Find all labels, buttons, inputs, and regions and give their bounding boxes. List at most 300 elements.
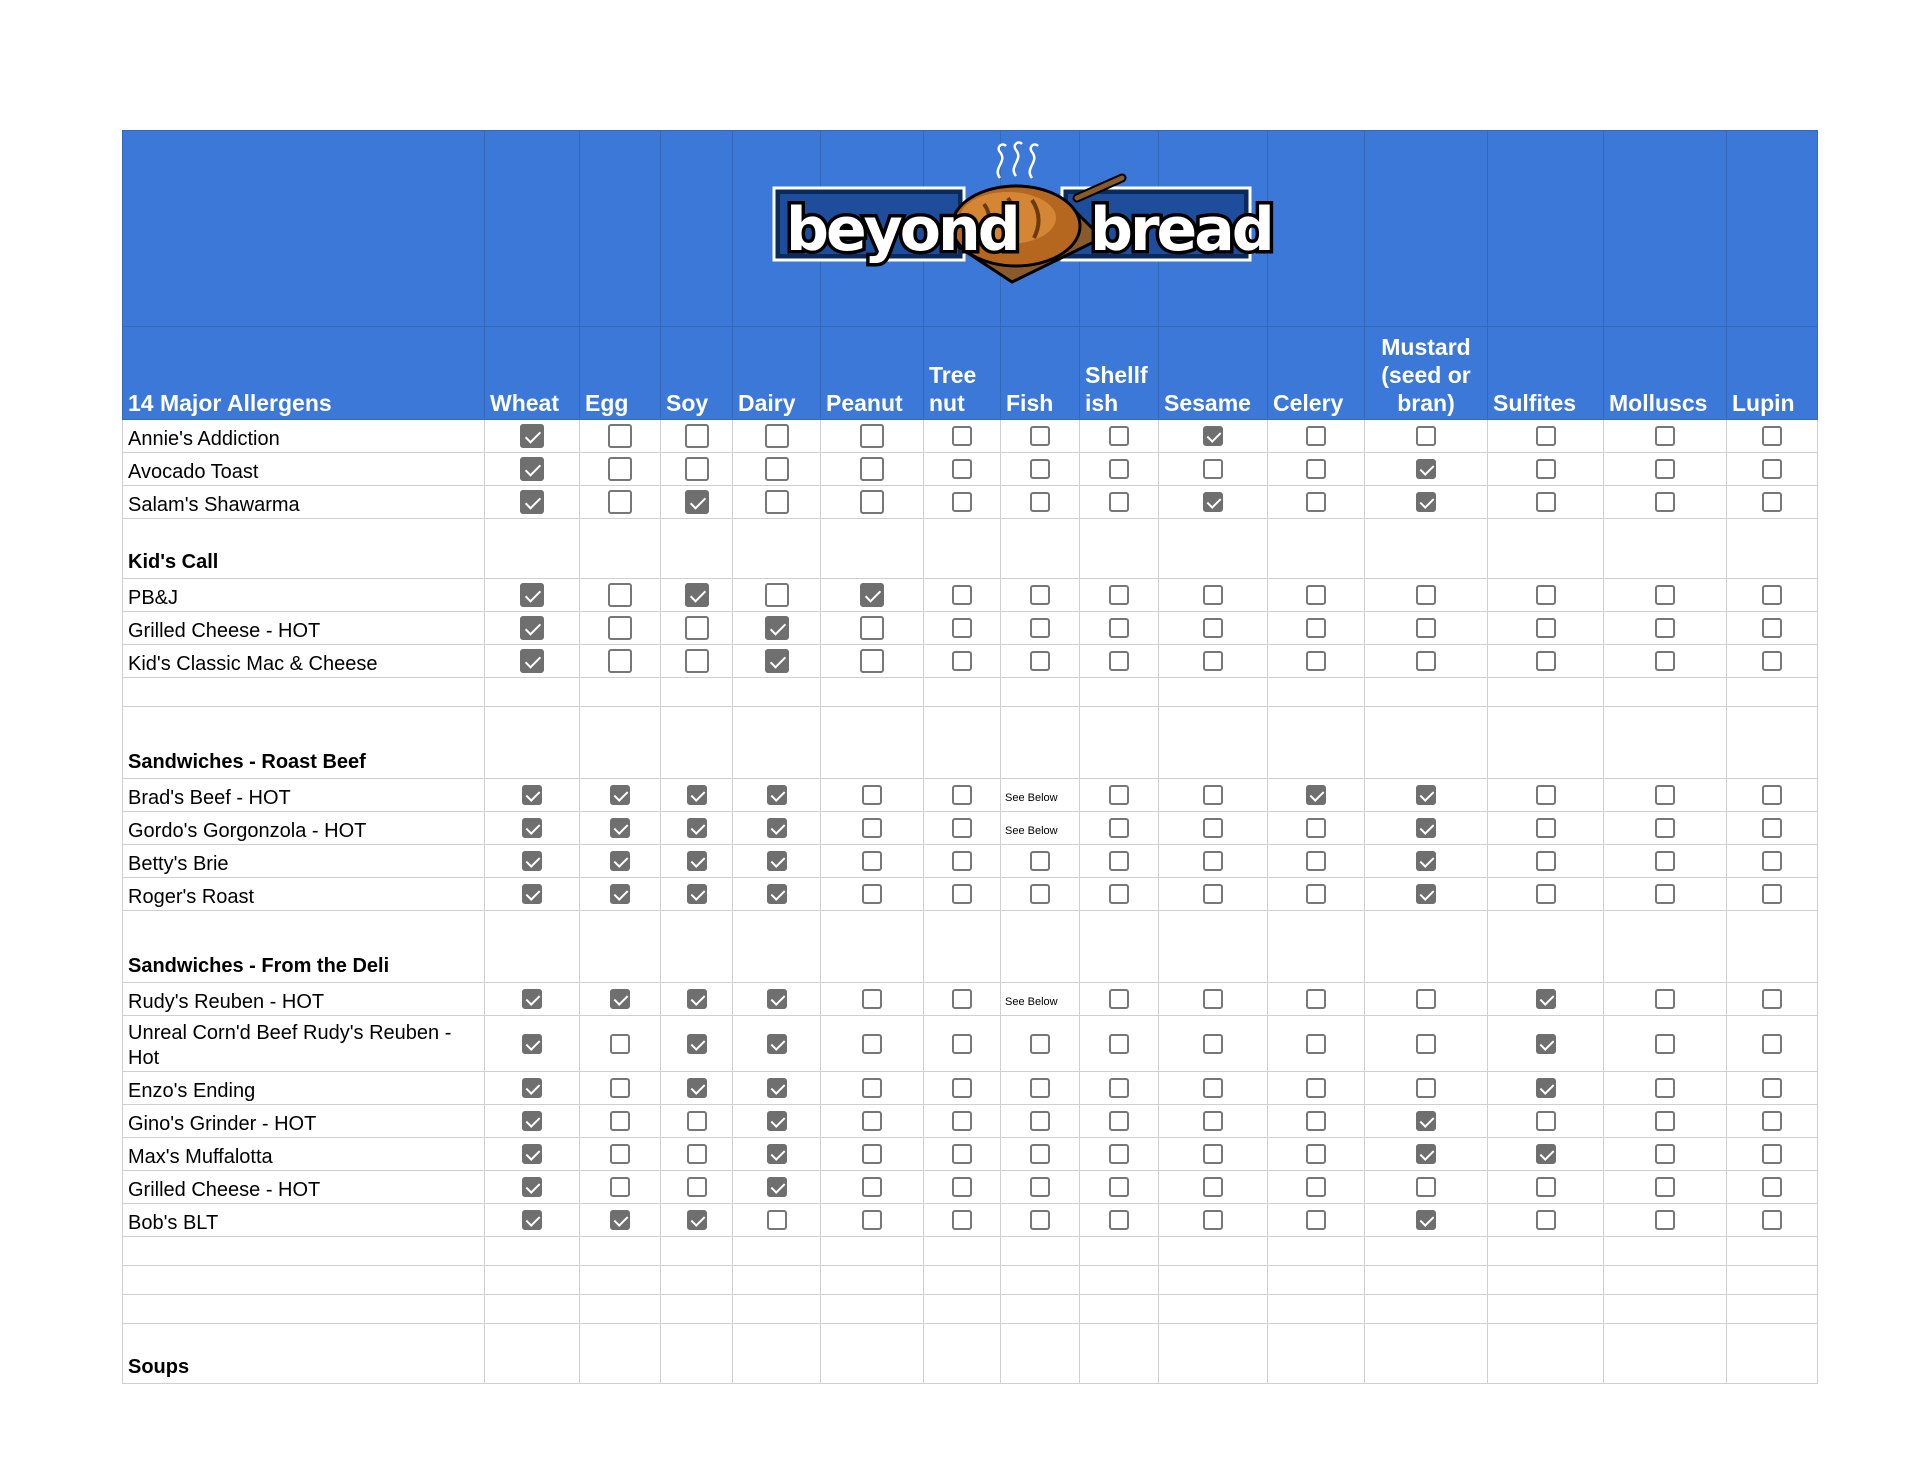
unchecked-checkbox[interactable] — [952, 1078, 972, 1098]
unchecked-checkbox[interactable] — [687, 1144, 707, 1164]
unchecked-checkbox[interactable] — [952, 1177, 972, 1197]
unchecked-checkbox[interactable] — [687, 1177, 707, 1197]
unchecked-checkbox[interactable] — [608, 616, 632, 640]
column-header-allergen: Egg — [580, 327, 661, 420]
allergen-cell — [1268, 1204, 1365, 1237]
checked-checkbox[interactable] — [520, 616, 544, 640]
checked-checkbox[interactable] — [685, 583, 709, 607]
column-header-allergen: Sesame — [1159, 327, 1268, 420]
unchecked-checkbox[interactable] — [608, 457, 632, 481]
allergen-cell — [1727, 1204, 1818, 1237]
unchecked-checkbox[interactable] — [1306, 1177, 1326, 1197]
unchecked-checkbox[interactable] — [1536, 492, 1556, 512]
unchecked-checkbox[interactable] — [860, 424, 884, 448]
menu-item-row — [123, 1138, 1818, 1171]
allergen-cell — [1727, 1016, 1818, 1072]
checked-checkbox[interactable] — [687, 785, 707, 805]
unchecked-checkbox[interactable] — [1762, 426, 1782, 446]
unchecked-checkbox[interactable] — [1655, 818, 1675, 838]
unchecked-checkbox[interactable] — [608, 490, 632, 514]
unchecked-checkbox[interactable] — [1536, 884, 1556, 904]
allergen-cell — [1080, 1016, 1159, 1072]
checked-checkbox[interactable] — [520, 583, 544, 607]
unchecked-checkbox[interactable] — [952, 1144, 972, 1164]
checked-checkbox[interactable] — [687, 884, 707, 904]
unchecked-checkbox[interactable] — [767, 1210, 787, 1230]
unchecked-checkbox[interactable] — [1109, 785, 1129, 805]
unchecked-checkbox[interactable] — [860, 616, 884, 640]
unchecked-checkbox[interactable] — [685, 649, 709, 673]
unchecked-checkbox[interactable] — [1030, 492, 1050, 512]
checked-checkbox[interactable] — [1306, 785, 1326, 805]
unchecked-checkbox[interactable] — [1306, 989, 1326, 1009]
unchecked-checkbox[interactable] — [610, 1111, 630, 1131]
unchecked-checkbox[interactable] — [1030, 1034, 1050, 1054]
unchecked-checkbox[interactable] — [1030, 618, 1050, 638]
allergen-cell — [1365, 486, 1488, 519]
unchecked-checkbox[interactable] — [1655, 989, 1675, 1009]
allergen-cell — [924, 878, 1001, 911]
checked-checkbox[interactable] — [1416, 492, 1436, 512]
allergen-cell — [1159, 1138, 1268, 1171]
unchecked-checkbox[interactable] — [862, 1210, 882, 1230]
unchecked-checkbox[interactable] — [1416, 1177, 1436, 1197]
unchecked-checkbox[interactable] — [1762, 1078, 1782, 1098]
unchecked-checkbox[interactable] — [1762, 492, 1782, 512]
unchecked-checkbox[interactable] — [1416, 989, 1436, 1009]
unchecked-checkbox[interactable] — [1655, 1111, 1675, 1131]
unchecked-checkbox[interactable] — [1203, 818, 1223, 838]
unchecked-checkbox[interactable] — [1762, 1111, 1782, 1131]
unchecked-checkbox[interactable] — [1109, 618, 1129, 638]
unchecked-checkbox[interactable] — [862, 1144, 882, 1164]
unchecked-checkbox[interactable] — [862, 1111, 882, 1131]
unchecked-checkbox[interactable] — [1109, 1034, 1129, 1054]
checked-checkbox[interactable] — [767, 1177, 787, 1197]
allergen-cell — [1080, 878, 1159, 911]
checked-checkbox[interactable] — [767, 1034, 787, 1054]
unchecked-checkbox[interactable] — [1762, 884, 1782, 904]
unchecked-checkbox[interactable] — [1655, 618, 1675, 638]
unchecked-checkbox[interactable] — [1109, 426, 1129, 446]
unchecked-checkbox[interactable] — [862, 1034, 882, 1054]
allergen-cell — [580, 1016, 661, 1072]
checked-checkbox[interactable] — [520, 457, 544, 481]
unchecked-checkbox[interactable] — [1655, 851, 1675, 871]
checked-checkbox[interactable] — [767, 1078, 787, 1098]
allergen-cell — [1268, 878, 1365, 911]
unchecked-checkbox[interactable] — [1655, 1034, 1675, 1054]
unchecked-checkbox[interactable] — [1203, 1078, 1223, 1098]
unchecked-checkbox[interactable] — [1203, 651, 1223, 671]
unchecked-checkbox[interactable] — [1030, 851, 1050, 871]
menu-item-row — [123, 453, 1818, 486]
allergen-cell — [924, 420, 1001, 453]
menu-item-name: Betty's Brie — [123, 845, 485, 878]
unchecked-checkbox[interactable] — [610, 1144, 630, 1164]
checked-checkbox[interactable] — [685, 490, 709, 514]
checked-checkbox[interactable] — [687, 851, 707, 871]
checked-checkbox[interactable] — [520, 424, 544, 448]
unchecked-checkbox[interactable] — [610, 1177, 630, 1197]
unchecked-checkbox[interactable] — [1203, 1144, 1223, 1164]
unchecked-checkbox[interactable] — [765, 457, 789, 481]
allergen-cell — [1727, 579, 1818, 612]
checked-checkbox[interactable] — [1416, 851, 1436, 871]
unchecked-checkbox[interactable] — [1416, 618, 1436, 638]
steam-icon — [998, 143, 1038, 178]
unchecked-checkbox[interactable] — [1536, 426, 1556, 446]
unchecked-checkbox[interactable] — [1762, 459, 1782, 479]
unchecked-checkbox[interactable] — [952, 459, 972, 479]
checked-checkbox[interactable] — [520, 649, 544, 673]
allergen-cell — [485, 1171, 580, 1204]
unchecked-checkbox[interactable] — [1030, 426, 1050, 446]
allergen-cell — [1080, 453, 1159, 486]
checked-checkbox[interactable] — [520, 490, 544, 514]
unchecked-checkbox[interactable] — [1109, 851, 1129, 871]
allergen-cell — [661, 1016, 733, 1072]
menu-item-name: Bob's BLT — [123, 1204, 485, 1237]
unchecked-checkbox[interactable] — [1203, 1177, 1223, 1197]
unchecked-checkbox[interactable] — [1762, 1177, 1782, 1197]
allergen-cell — [1268, 579, 1365, 612]
unchecked-checkbox[interactable] — [1030, 585, 1050, 605]
allergen-cell — [733, 812, 821, 845]
unchecked-checkbox[interactable] — [1306, 851, 1326, 871]
allergen-cell — [580, 1138, 661, 1171]
unchecked-checkbox[interactable] — [1203, 585, 1223, 605]
unchecked-checkbox[interactable] — [765, 490, 789, 514]
unchecked-checkbox[interactable] — [1762, 618, 1782, 638]
allergen-cell — [821, 486, 924, 519]
unchecked-checkbox[interactable] — [952, 818, 972, 838]
unchecked-checkbox[interactable] — [1203, 1034, 1223, 1054]
allergen-cell — [821, 645, 924, 678]
checked-checkbox[interactable] — [1416, 785, 1436, 805]
unchecked-checkbox[interactable] — [1109, 492, 1129, 512]
unchecked-checkbox[interactable] — [1416, 651, 1436, 671]
unchecked-checkbox[interactable] — [765, 583, 789, 607]
column-header-allergen: Wheat — [485, 327, 580, 420]
unchecked-checkbox[interactable] — [952, 884, 972, 904]
unchecked-checkbox[interactable] — [1306, 1111, 1326, 1131]
unchecked-checkbox[interactable] — [1306, 1078, 1326, 1098]
menu-item-name: Gordo's Gorgonzola - HOT — [123, 812, 485, 845]
unchecked-checkbox[interactable] — [1109, 884, 1129, 904]
unchecked-checkbox[interactable] — [608, 649, 632, 673]
checked-checkbox[interactable] — [687, 1034, 707, 1054]
checked-checkbox[interactable] — [767, 1111, 787, 1131]
checked-checkbox[interactable] — [687, 818, 707, 838]
unchecked-checkbox[interactable] — [1306, 1210, 1326, 1230]
unchecked-checkbox[interactable] — [1655, 1078, 1675, 1098]
unchecked-checkbox[interactable] — [765, 424, 789, 448]
unchecked-checkbox[interactable] — [862, 1078, 882, 1098]
unchecked-checkbox[interactable] — [1536, 785, 1556, 805]
checked-checkbox[interactable] — [767, 884, 787, 904]
unchecked-checkbox[interactable] — [952, 426, 972, 446]
checked-checkbox[interactable] — [1416, 1144, 1436, 1164]
menu-item-row — [123, 812, 1818, 845]
unchecked-checkbox[interactable] — [1109, 1111, 1129, 1131]
unchecked-checkbox[interactable] — [860, 457, 884, 481]
unchecked-checkbox[interactable] — [1762, 651, 1782, 671]
allergen-cell — [1001, 612, 1080, 645]
unchecked-checkbox[interactable] — [1416, 426, 1436, 446]
unchecked-checkbox[interactable] — [862, 989, 882, 1009]
unchecked-checkbox[interactable] — [1536, 1210, 1556, 1230]
allergen-cell — [821, 779, 924, 812]
unchecked-checkbox[interactable] — [608, 424, 632, 448]
menu-item-row — [123, 579, 1818, 612]
unchecked-checkbox[interactable] — [1306, 1034, 1326, 1054]
checked-checkbox[interactable] — [1536, 989, 1556, 1009]
allergen-cell — [1604, 878, 1727, 911]
checked-checkbox[interactable] — [687, 1078, 707, 1098]
unchecked-checkbox[interactable] — [862, 785, 882, 805]
allergen-cell — [1080, 1072, 1159, 1105]
checked-checkbox[interactable] — [522, 785, 542, 805]
unchecked-checkbox[interactable] — [1109, 818, 1129, 838]
unchecked-checkbox[interactable] — [1203, 989, 1223, 1009]
checked-checkbox[interactable] — [610, 989, 630, 1009]
unchecked-checkbox[interactable] — [1306, 585, 1326, 605]
unchecked-checkbox[interactable] — [1030, 1144, 1050, 1164]
unchecked-checkbox[interactable] — [1655, 426, 1675, 446]
column-header-allergen: Lupin — [1727, 327, 1818, 420]
unchecked-checkbox[interactable] — [1762, 989, 1782, 1009]
unchecked-checkbox[interactable] — [1030, 1078, 1050, 1098]
unchecked-checkbox[interactable] — [1655, 1210, 1675, 1230]
allergen-cell — [1727, 486, 1818, 519]
unchecked-checkbox[interactable] — [1762, 818, 1782, 838]
checked-checkbox[interactable] — [522, 884, 542, 904]
unchecked-checkbox[interactable] — [685, 424, 709, 448]
unchecked-checkbox[interactable] — [1536, 818, 1556, 838]
unchecked-checkbox[interactable] — [862, 884, 882, 904]
checked-checkbox[interactable] — [1416, 1111, 1436, 1131]
allergen-cell — [580, 645, 661, 678]
unchecked-checkbox[interactable] — [952, 651, 972, 671]
unchecked-checkbox[interactable] — [1203, 851, 1223, 871]
beyond-bread-logo — [772, 138, 1272, 288]
checked-checkbox[interactable] — [1416, 1210, 1436, 1230]
unchecked-checkbox[interactable] — [1030, 1210, 1050, 1230]
checked-checkbox[interactable] — [522, 1210, 542, 1230]
checked-checkbox[interactable] — [767, 785, 787, 805]
unchecked-checkbox[interactable] — [1306, 618, 1326, 638]
unchecked-checkbox[interactable] — [1536, 1177, 1556, 1197]
allergen-cell — [661, 1171, 733, 1204]
unchecked-checkbox[interactable] — [1109, 1210, 1129, 1230]
checked-checkbox[interactable] — [1536, 1034, 1556, 1054]
unchecked-checkbox[interactable] — [1203, 459, 1223, 479]
unchecked-checkbox[interactable] — [1655, 651, 1675, 671]
unchecked-checkbox[interactable] — [952, 492, 972, 512]
unchecked-checkbox[interactable] — [1655, 1144, 1675, 1164]
unchecked-checkbox[interactable] — [1203, 884, 1223, 904]
allergen-cell — [1268, 812, 1365, 845]
checked-checkbox[interactable] — [767, 1144, 787, 1164]
column-header-allergen: Peanut — [821, 327, 924, 420]
unchecked-checkbox[interactable] — [952, 585, 972, 605]
unchecked-checkbox[interactable] — [862, 851, 882, 871]
unchecked-checkbox[interactable] — [1536, 618, 1556, 638]
checked-checkbox[interactable] — [1416, 884, 1436, 904]
unchecked-checkbox[interactable] — [1109, 585, 1129, 605]
unchecked-checkbox[interactable] — [860, 490, 884, 514]
unchecked-checkbox[interactable] — [1109, 1177, 1129, 1197]
unchecked-checkbox[interactable] — [1306, 426, 1326, 446]
allergen-cell — [1080, 845, 1159, 878]
allergen-cell — [1159, 1072, 1268, 1105]
checked-checkbox[interactable] — [765, 649, 789, 673]
unchecked-checkbox[interactable] — [687, 1111, 707, 1131]
unchecked-checkbox[interactable] — [1030, 884, 1050, 904]
unchecked-checkbox[interactable] — [1762, 1210, 1782, 1230]
allergen-cell — [661, 486, 733, 519]
unchecked-checkbox[interactable] — [1655, 492, 1675, 512]
unchecked-checkbox[interactable] — [1416, 585, 1436, 605]
unchecked-checkbox[interactable] — [1416, 1078, 1436, 1098]
unchecked-checkbox[interactable] — [610, 1078, 630, 1098]
checked-checkbox[interactable] — [687, 989, 707, 1009]
unchecked-checkbox[interactable] — [862, 1177, 882, 1197]
checked-checkbox[interactable] — [1203, 426, 1223, 446]
checked-checkbox[interactable] — [687, 1210, 707, 1230]
unchecked-checkbox[interactable] — [1536, 459, 1556, 479]
unchecked-checkbox[interactable] — [1030, 1111, 1050, 1131]
unchecked-checkbox[interactable] — [1536, 1111, 1556, 1131]
checked-checkbox[interactable] — [522, 1177, 542, 1197]
allergen-cell — [924, 1138, 1001, 1171]
unchecked-checkbox[interactable] — [1536, 585, 1556, 605]
unchecked-checkbox[interactable] — [862, 818, 882, 838]
checked-checkbox[interactable] — [767, 818, 787, 838]
checked-checkbox[interactable] — [767, 989, 787, 1009]
checked-checkbox[interactable] — [610, 1210, 630, 1230]
menu-item-row — [123, 1072, 1818, 1105]
allergen-cell — [1001, 453, 1080, 486]
menu-item-row — [123, 845, 1818, 878]
allergen-cell — [821, 1138, 924, 1171]
checked-checkbox[interactable] — [860, 583, 884, 607]
unchecked-checkbox[interactable] — [1109, 989, 1129, 1009]
unchecked-checkbox[interactable] — [1109, 1144, 1129, 1164]
unchecked-checkbox[interactable] — [1762, 785, 1782, 805]
allergen-cell — [1268, 983, 1365, 1016]
column-header-allergen: Dairy — [733, 327, 821, 420]
unchecked-checkbox[interactable] — [1306, 459, 1326, 479]
allergen-cell — [733, 878, 821, 911]
unchecked-checkbox[interactable] — [1306, 1144, 1326, 1164]
unchecked-checkbox[interactable] — [608, 583, 632, 607]
checked-checkbox[interactable] — [1536, 1078, 1556, 1098]
checked-checkbox[interactable] — [610, 884, 630, 904]
checked-checkbox[interactable] — [522, 989, 542, 1009]
allergen-cell — [1001, 486, 1080, 519]
unchecked-checkbox[interactable] — [952, 1210, 972, 1230]
unchecked-checkbox[interactable] — [952, 1034, 972, 1054]
unchecked-checkbox[interactable] — [1762, 585, 1782, 605]
unchecked-checkbox[interactable] — [860, 649, 884, 673]
unchecked-checkbox[interactable] — [1306, 818, 1326, 838]
checked-checkbox[interactable] — [522, 851, 542, 871]
unchecked-checkbox[interactable] — [1655, 585, 1675, 605]
allergen-cell — [661, 1072, 733, 1105]
section-header-row — [123, 707, 1818, 779]
unchecked-checkbox[interactable] — [1030, 1177, 1050, 1197]
unchecked-checkbox[interactable] — [1536, 651, 1556, 671]
unchecked-checkbox[interactable] — [952, 618, 972, 638]
unchecked-checkbox[interactable] — [1762, 851, 1782, 871]
checked-checkbox[interactable] — [765, 616, 789, 640]
checked-checkbox[interactable] — [610, 851, 630, 871]
allergen-cell — [924, 1171, 1001, 1204]
unchecked-checkbox[interactable] — [1306, 651, 1326, 671]
checked-checkbox[interactable] — [522, 1078, 542, 1098]
unchecked-checkbox[interactable] — [1655, 1177, 1675, 1197]
checked-checkbox[interactable] — [1203, 492, 1223, 512]
unchecked-checkbox[interactable] — [1762, 1034, 1782, 1054]
unchecked-checkbox[interactable] — [1109, 459, 1129, 479]
unchecked-checkbox[interactable] — [1655, 785, 1675, 805]
unchecked-checkbox[interactable] — [1762, 1144, 1782, 1164]
checked-checkbox[interactable] — [767, 851, 787, 871]
checked-checkbox[interactable] — [1416, 459, 1436, 479]
checked-checkbox[interactable] — [522, 1111, 542, 1131]
checked-checkbox[interactable] — [522, 1034, 542, 1054]
unchecked-checkbox[interactable] — [1203, 1210, 1223, 1230]
allergen-cell — [485, 579, 580, 612]
checked-checkbox[interactable] — [610, 785, 630, 805]
unchecked-checkbox[interactable] — [685, 457, 709, 481]
unchecked-checkbox[interactable] — [1109, 651, 1129, 671]
unchecked-checkbox[interactable] — [1203, 785, 1223, 805]
checked-checkbox[interactable] — [1416, 818, 1436, 838]
unchecked-checkbox[interactable] — [1655, 459, 1675, 479]
unchecked-checkbox[interactable] — [952, 989, 972, 1009]
unchecked-checkbox[interactable] — [952, 785, 972, 805]
unchecked-checkbox[interactable] — [952, 851, 972, 871]
unchecked-checkbox[interactable] — [1030, 651, 1050, 671]
unchecked-checkbox[interactable] — [685, 616, 709, 640]
unchecked-checkbox[interactable] — [1306, 492, 1326, 512]
checked-checkbox[interactable] — [522, 1144, 542, 1164]
allergen-cell — [1159, 845, 1268, 878]
unchecked-checkbox[interactable] — [1030, 459, 1050, 479]
unchecked-checkbox[interactable] — [1203, 618, 1223, 638]
checked-checkbox[interactable] — [522, 818, 542, 838]
unchecked-checkbox[interactable] — [1109, 1078, 1129, 1098]
allergen-cell — [1365, 845, 1488, 878]
allergen-cell — [661, 1138, 733, 1171]
unchecked-checkbox[interactable] — [1306, 884, 1326, 904]
allergen-cell — [1268, 612, 1365, 645]
allergen-cell — [661, 812, 733, 845]
checked-checkbox[interactable] — [610, 818, 630, 838]
unchecked-checkbox[interactable] — [1536, 851, 1556, 871]
allergen-cell — [1604, 579, 1727, 612]
menu-item-name: Rudy's Reuben - HOT — [123, 983, 485, 1016]
checked-checkbox[interactable] — [1536, 1144, 1556, 1164]
unchecked-checkbox[interactable] — [1655, 884, 1675, 904]
unchecked-checkbox[interactable] — [952, 1111, 972, 1131]
unchecked-checkbox[interactable] — [1416, 1034, 1436, 1054]
unchecked-checkbox[interactable] — [1203, 1111, 1223, 1131]
unchecked-checkbox[interactable] — [610, 1034, 630, 1054]
